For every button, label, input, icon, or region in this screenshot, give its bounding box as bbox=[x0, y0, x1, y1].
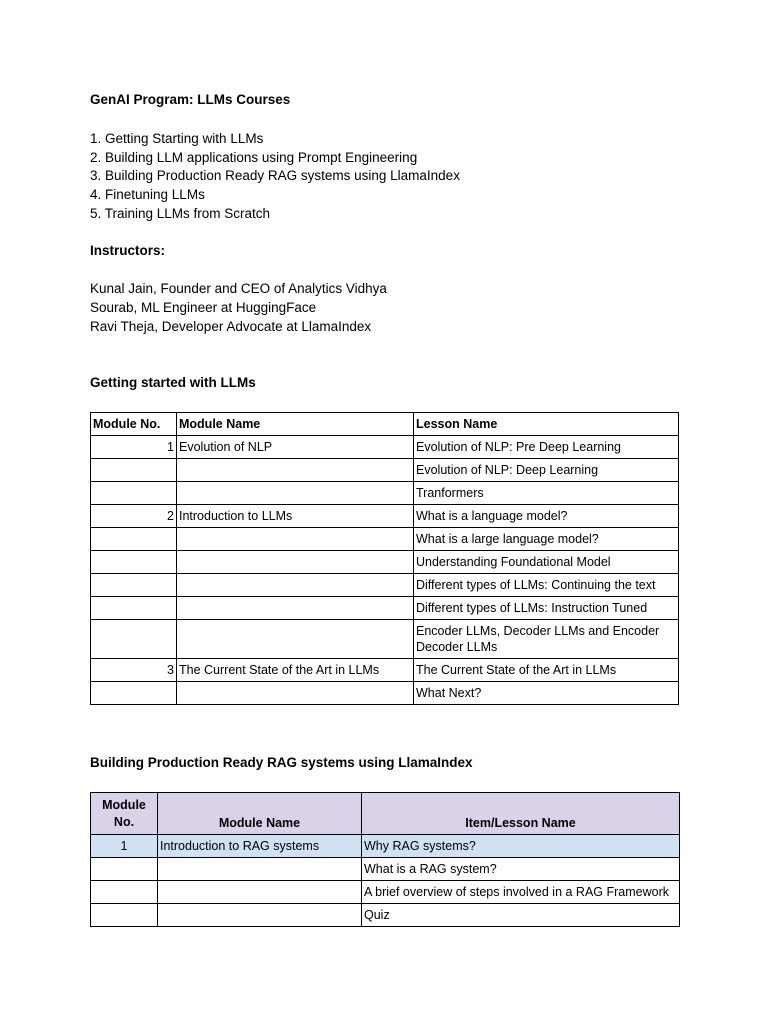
rag-course-table bbox=[90, 792, 680, 927]
cell-lesson-name: Why RAG systems? bbox=[362, 835, 680, 858]
cell-module-no bbox=[91, 682, 177, 705]
course-item: 4. Finetuning LLMs bbox=[90, 187, 205, 203]
header-module-name: Module Name bbox=[158, 793, 362, 835]
cell-module-no bbox=[91, 528, 177, 551]
cell-module-name bbox=[158, 858, 362, 881]
cell-module-name bbox=[158, 881, 362, 904]
section-heading-rag: Building Production Ready RAG systems using LlamaIndex bbox=[90, 755, 473, 770]
header-module-no: Module No. bbox=[91, 793, 158, 835]
table-row bbox=[91, 574, 679, 597]
program-title: GenAI Program: LLMs Courses bbox=[90, 92, 291, 107]
section-heading-llms: Getting started with LLMs bbox=[90, 375, 256, 390]
instructor-item: Sourab, ML Engineer at HuggingFace bbox=[90, 300, 317, 315]
instructor-item: Kunal Jain, Founder and CEO of Analytics Vidhya bbox=[90, 281, 387, 296]
course-item: 1. Getting Starting with LLMs bbox=[90, 131, 264, 146]
table-row bbox=[91, 881, 680, 904]
cell-module-no bbox=[91, 597, 177, 620]
cell-module-no bbox=[91, 620, 177, 659]
cell-module-name bbox=[177, 620, 414, 659]
cell-module-no bbox=[91, 574, 177, 597]
table-row bbox=[91, 835, 680, 858]
cell-module-no bbox=[91, 459, 177, 482]
table-header-row bbox=[91, 793, 680, 835]
cell-module-no bbox=[91, 904, 158, 927]
cell-module-name bbox=[158, 904, 362, 927]
cell-module-no: 1 bbox=[91, 835, 158, 858]
cell-module-no bbox=[91, 881, 158, 904]
table-row bbox=[91, 682, 679, 705]
cell-module-name bbox=[177, 574, 414, 597]
header-lesson-name: Item/Lesson Name bbox=[362, 793, 680, 835]
cell-lesson-name: What is a language model? bbox=[414, 505, 679, 528]
cell-lesson-name: What Next? bbox=[414, 682, 679, 705]
table-row bbox=[91, 551, 679, 574]
table-row bbox=[91, 436, 679, 459]
table-row bbox=[91, 459, 679, 482]
header-lesson-name: Lesson Name bbox=[414, 413, 679, 436]
cell-module-no bbox=[91, 482, 177, 505]
instructors-heading: Instructors: bbox=[90, 243, 166, 258]
cell-lesson-name: What is a RAG system? bbox=[362, 858, 680, 881]
cell-module-name bbox=[177, 682, 414, 705]
course-item: 2. Building LLM applications using Prompt Engineering bbox=[90, 149, 418, 165]
cell-module-name: Introduction to RAG systems bbox=[158, 835, 362, 858]
cell-module-name bbox=[177, 459, 414, 482]
cell-module-name bbox=[177, 597, 414, 620]
cell-lesson-name: Tranformers bbox=[414, 482, 679, 505]
table-row bbox=[91, 482, 679, 505]
table-header-row bbox=[91, 413, 679, 436]
table-row bbox=[91, 904, 680, 927]
cell-module-no: 3 bbox=[91, 659, 177, 682]
table-row bbox=[91, 597, 679, 620]
cell-lesson-name: What is a large language model? bbox=[414, 528, 679, 551]
cell-module-name: Introduction to LLMs bbox=[177, 505, 414, 528]
cell-lesson-name: Evolution of NLP: Deep Learning bbox=[414, 459, 679, 482]
cell-module-name bbox=[177, 482, 414, 505]
cell-lesson-name: Different types of LLMs: Continuing the text bbox=[414, 574, 679, 597]
cell-module-name bbox=[177, 551, 414, 574]
cell-module-name: The Current State of the Art in LLMs bbox=[177, 659, 414, 682]
cell-module-name: Evolution of NLP bbox=[177, 436, 414, 459]
cell-lesson-name: Evolution of NLP: Pre Deep Learning bbox=[414, 436, 679, 459]
header-module-no: Module No. bbox=[91, 413, 177, 436]
cell-module-no bbox=[91, 551, 177, 574]
cell-lesson-name: Understanding Foundational Model bbox=[414, 551, 679, 574]
course-item: 5. Training LLMs from Scratch bbox=[90, 205, 271, 221]
table-row bbox=[91, 528, 679, 551]
cell-module-no: 1 bbox=[91, 436, 177, 459]
header-module-name: Module Name bbox=[177, 413, 414, 436]
table-row bbox=[91, 620, 679, 659]
table-row bbox=[91, 659, 679, 682]
cell-module-no bbox=[91, 858, 158, 881]
cell-lesson-name: Encoder LLMs, Decoder LLMs and Encoder Decoder LLMs bbox=[414, 620, 679, 659]
course-item: 3. Building Production Ready RAG systems using LlamaIndex bbox=[90, 168, 460, 184]
cell-module-no: 2 bbox=[91, 505, 177, 528]
cell-lesson-name: Different types of LLMs: Instruction Tuned bbox=[414, 597, 679, 620]
instructor-item: Ravi Theja, Developer Advocate at LlamaIndex bbox=[90, 319, 372, 334]
cell-lesson-name: A brief overview of steps involved in a RAG Framework bbox=[362, 881, 680, 904]
llm-course-table bbox=[90, 412, 679, 705]
cell-lesson-name: Quiz bbox=[362, 904, 680, 927]
cell-module-name bbox=[177, 528, 414, 551]
table-row bbox=[91, 858, 680, 881]
cell-lesson-name: The Current State of the Art in LLMs bbox=[414, 659, 679, 682]
table-row bbox=[91, 505, 679, 528]
